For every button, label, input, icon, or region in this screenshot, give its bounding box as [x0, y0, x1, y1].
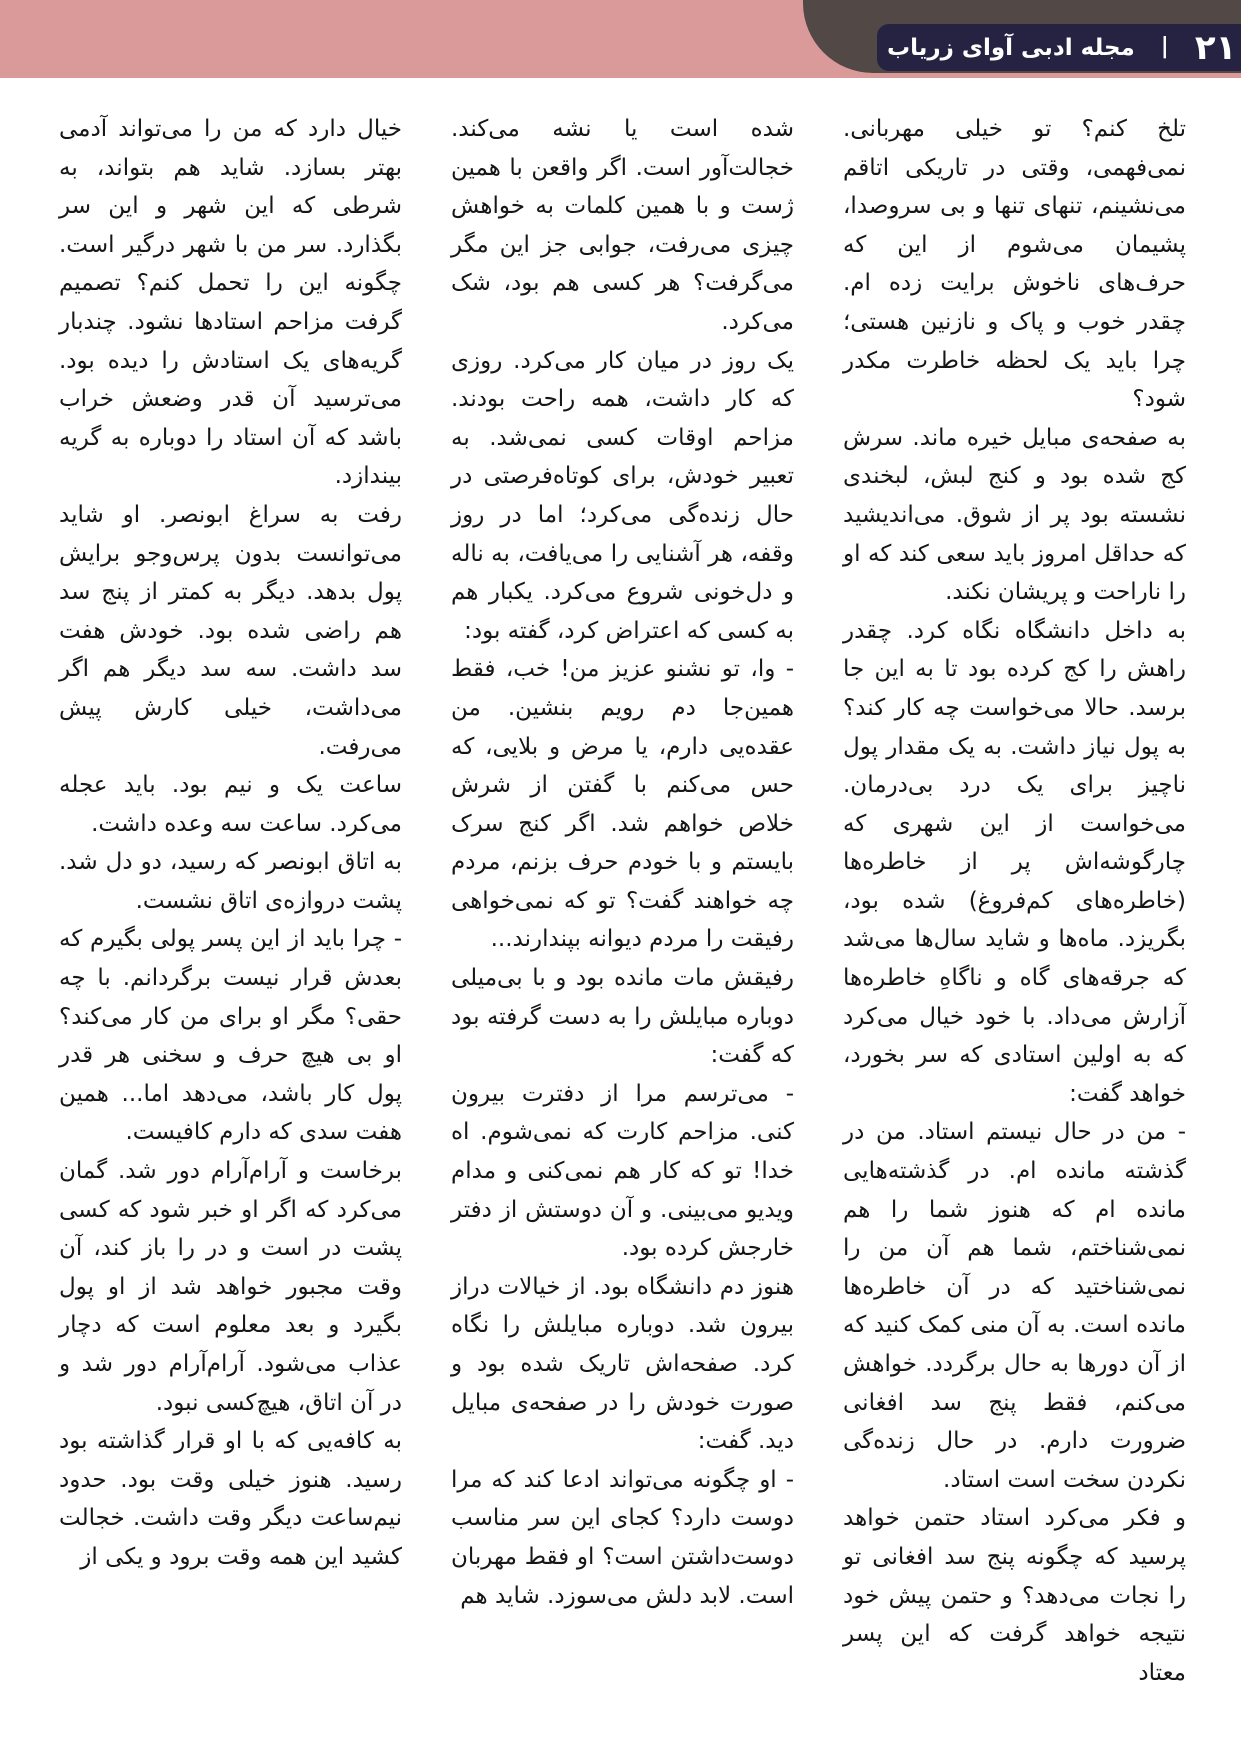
story-paragraph: یک روز در میان کار می‌کرد. روزی که کار داشت، همه راحت بودند. مزاحم اوقات کسی نمی‌شد. به تعبیر خودش، برای کوتاه‌فرصتی در حال زنده‌گی می‌کرد؛ اما در روز وقفه، هر آشنایی را می‌یافت، به ناله و دل‌خونی شروع می‌کرد. یکبار هم به کسی که اعتراض کرد، گفته بود: [451, 347, 794, 644]
story-paragraph: خیال دارد که من را می‌تواند آدمی بهتر بسازد. شاید هم بتواند، به شرطی که این شهر و این سر بگذارد. سر من با شهر درگیر است. چگونه این را تحمل کنم؟ تصمیم گرفت مزاحم استادها نشود. چندبار گریه‌های یک استادش را دیده بود. می‌ترسید آن قدر وضعش خراب باشد که آن استاد را دوباره به گریه بیندازد. [59, 116, 402, 490]
story-paragraph: ساعت یک و نیم بود. باید عجله می‌کرد. ساعت سه وعده داشت. [59, 772, 402, 837]
story-paragraph: هنوز دم دانشگاه بود. از خیالات دراز بیرون شد. دوباره مبایلش را نگاه کرد. صفحه‌اش تاریک شده بود و صورت خودش را در صفحه‌ی مبایل دید. گفت: [451, 1273, 794, 1455]
text-column-middle [451, 110, 794, 1692]
story-paragraph: - او چگونه می‌تواند ادعا کند که مرا دوست دارد؟ کجای این سر مناسب دوست‌داشتن است؟ او فقط مهربان است. لابد دلش می‌سوزد. شاید هم [451, 1466, 794, 1609]
story-paragraph: به اتاق ابونصر که رسید، دو دل شد. پشت دروازه‌ی اتاق نشست. [59, 849, 402, 914]
text-column-right [843, 110, 1186, 1692]
story-paragraph: به صفحه‌ی مبایل خیره ماند. سرش کج شده بود و کنج لبش، لبخندی نشسته بود پر از شوق. می‌اندیشید که حداقل امروز باید سعی کند که او را ناراحت و پریشان نکند. [843, 424, 1186, 606]
text-column-left [59, 110, 402, 1692]
story-paragraph: تلخ کنم؟ تو خیلی مهربانی. نمی‌فهمی، وقتی در تاریکی اتاقم می‌نشینم، تنهای تنها و بی سروصدا، پشیمان می‌شوم از این که حرف‌های ناخوش برایت زده ام. چقدر خوب و پاک و نازنین هستی؛ چرا باید یک لحظه خاطرت مکدر شود؟ [843, 116, 1186, 413]
story-paragraph: رفیقش مات مانده بود و با بی‌میلی دوباره مبایلش را به دست گرفته بود که گفت: [451, 965, 794, 1069]
story-paragraph: به داخل دانشگاه نگاه کرد. چقدر راهش را کج کرده بود تا به این جا برسد. حالا می‌خواست چه کار کند؟ به پول نیاز داشت. به یک مقدار پول ناچیز برای یک درد بی‌درمان. می‌خواست از این شهری که چارگوشه‌اش پر از خاطره‌ها (خاطره‌های کم‌فروغ) شده بود، بگریزد. ماه‌ها و شاید سال‌ها می‌شد که جرقه‌های گاه و ناگاهِ خاطره‌ها آزارش می‌داد. با خود خیال می‌کرد که به اولین استادی که سر بخورد، خواهد گفت: [843, 617, 1186, 1107]
header-separator: | [1160, 34, 1169, 59]
header-title-pill [877, 24, 1241, 71]
story-paragraph: - چرا باید از این پسر پولی بگیرم که بعدش قرار نیست برگردانم. با چه حقی؟ مگر او برای من کار می‌کند؟ او بی هیچ حرف و سخنی هر قدر پول کار باشد، می‌دهد اما... همین هفت سدی که دارم کافیست. [59, 926, 402, 1146]
story-paragraph: - می‌ترسم مرا از دفترت بیرون کنی. مزاحم کارت که نمی‌شوم. اه خدا! تو که کار هم نمی‌کنی و مدام ویدیو می‌بینی. و آن دوستش از دفتر خارجش کرده بود. [451, 1080, 794, 1262]
magazine-title: مجله ادبی آوای زریاب [887, 34, 1135, 61]
page-number: ۲۱ [1194, 27, 1237, 68]
story-paragraph: رفت به سراغ ابونصر. او شاید می‌توانست بدون پرس‌وجو برایش پول بدهد. دیگر به کمتر از پنج سد هم راضی شده بود. خودش هفت سد داشت. سه سد دیگر هم اگر می‌داشت، خیلی کارش پیش می‌رفت. [59, 501, 402, 760]
story-paragraph: به کافه‌یی که با او قرار گذاشته بود رسید. هنوز خیلی وقت بود. حدود نیم‌ساعت دیگر وقت داشت. خجالت کشید این همه وقت برود و یکی از [59, 1428, 402, 1570]
story-paragraph: - وا، تو نشنو عزیز من! خب، فقط همین‌جا دم رویم بنشین. من عقده‌یی دارم، یا مرض و بلایی، که حس می‌کنم با گفتن از شرش خلاص خواهم شد. اگر کنج سرک بایستم و با خودم حرف بزنم، مردم چه خواهند گفت؟ تو که نمی‌خواهی رفیقت را مردم دیوانه بپندارند... [451, 656, 794, 953]
story-content [57, 110, 1186, 1692]
story-paragraph: - من در حال نیستم استاد. من در گذشته مانده ام. در گذشته‌هایی مانده ام که هنوز شما را هم نمی‌شناختم، شما هم آن من را نمی‌شناختید که در آن خاطره‌ها مانده است. به آن منی کمک کنید که از آن دورها به حال برگردد. خواهش می‌کنم، فقط پنج سد افغانی ضرورت دارم. در حال زنده‌گی نکردن سخت است استاد. [843, 1119, 1186, 1493]
story-paragraph: و فکر می‌کرد استاد حتمن خواهد پرسید که چگونه پنج سد افغانی تو را نجات می‌دهد؟ و حتمن پیش خود نتیجه خواهد گرفت که این پسر معتاد [843, 1505, 1186, 1686]
story-paragraph: شده است یا نشه می‌کند. خجالت‌آور است. اگر واقعن با همین ژست و با همین کلمات به خواهش چیزی می‌رفت، جوابی جز این مگر می‌گرفت؟ هر کسی هم بود، شک می‌کرد. [451, 116, 794, 335]
story-paragraph: برخاست و آرام‌آرام دور شد. گمان می‌کرد که اگر او خبر شود که کسی پشت در است و در را باز کند، آن وقت مجبور خواهد شد از او پول بگیرد و بعد معلوم است که دچار عذاب می‌شود. آرام‌آرام دور شد و در آن اتاق، هیچ‌کسی نبود. [59, 1158, 402, 1416]
